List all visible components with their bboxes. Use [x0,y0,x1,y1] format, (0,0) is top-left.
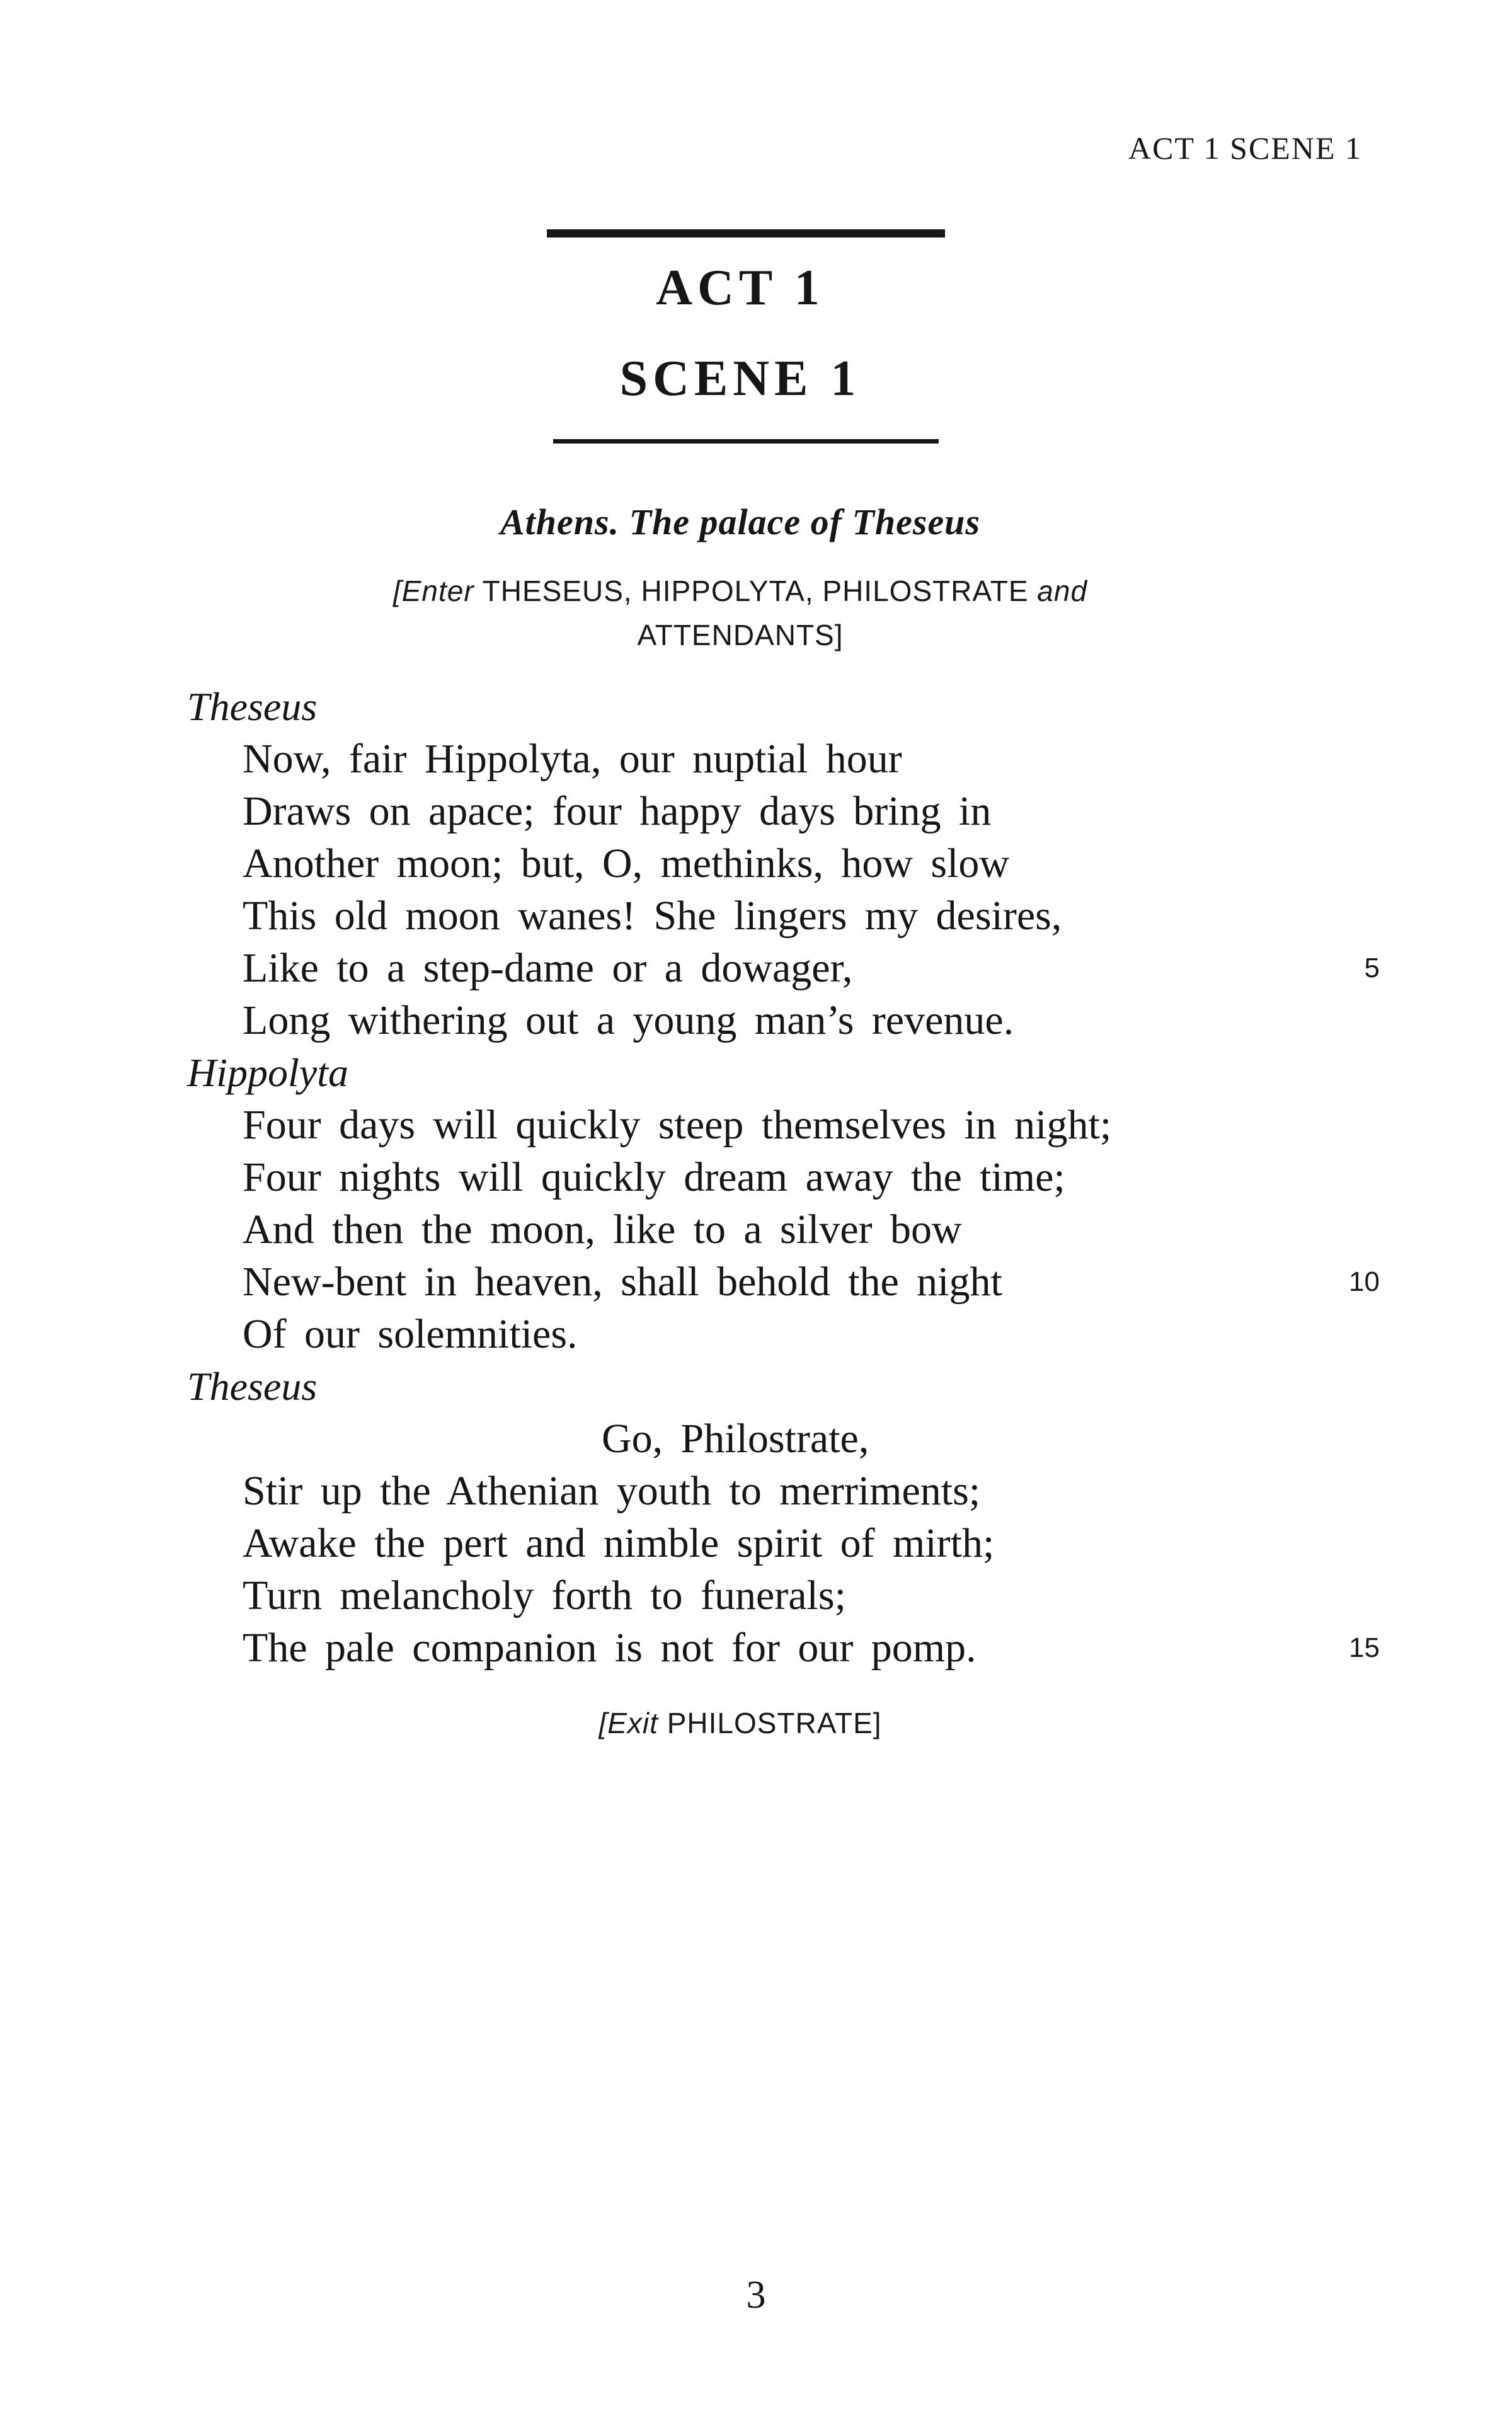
enter-and: and [1037,575,1088,607]
scene-heading: SCENE 1 [619,351,861,406]
speaker-name-text: Theseus [187,684,318,729]
verse-line [0,1308,1512,1360]
speaker-name-text: Theseus [187,1364,318,1409]
verse-line-text: This old moon wanes! She lingers my desires, [243,893,1062,939]
verse-line [0,1622,1512,1674]
title-rule-top [547,229,945,238]
line-number: 15 [1349,1632,1380,1663]
verse-line [0,1465,1512,1517]
enter-stage-direction [180,569,1301,657]
act-heading: ACT 1 [656,260,825,316]
speaker-name-text: Hippolyta [187,1050,348,1095]
verse-line-text: Now, fair Hippolyta, our nuptial hour [243,736,902,782]
verse-line [0,837,1512,890]
title-rule-bottom [553,439,939,444]
verse-line-text: Of our solemnities. [243,1311,578,1357]
exit-stage-direction [180,1701,1301,1745]
exit-name: PHILOSTRATE] [667,1707,882,1739]
speaker-label [0,1360,1512,1412]
verse-line-text: Four days will quickly steep themselves in night; [243,1102,1112,1148]
verse-line [0,1412,1512,1465]
verse-line-text: New-bent in heaven, shall behold the night [243,1259,1002,1305]
verse-line [0,785,1512,837]
verse-line-text: Turn melancholy forth to funerals; [243,1572,846,1618]
exit-bracket: [Exit [598,1707,658,1739]
line-number: 5 [1364,953,1380,983]
speaker-label [0,680,1512,733]
verse-line [0,1151,1512,1203]
dialogue [0,680,1512,1674]
verse-line-text: And then the moon, like to a silver bow [243,1206,962,1252]
running-header: ACT 1 SCENE 1 [1128,130,1362,166]
verse-line-text: Like to a step-dame or a dowager, [243,945,853,991]
verse-line [0,1517,1512,1569]
enter-names-second-line: ATTENDANTS] [637,619,844,651]
verse-line-text: Long withering out a young man’s revenue. [243,997,1014,1043]
verse-line [0,1256,1512,1308]
verse-line [0,994,1512,1046]
location-line: Athens. The palace of Theseus [500,501,981,542]
verse-line-text: Awake the pert and nimble spirit of mirth; [243,1520,995,1566]
verse-line [0,890,1512,942]
verse-line [0,1203,1512,1256]
verse-line-text: Stir up the Athenian youth to merriments; [243,1468,981,1514]
verse-line [0,733,1512,785]
verse-line [0,1099,1512,1151]
verse-line-text: The pale companion is not for our pomp. [243,1625,976,1671]
page-number: 3 [746,2274,766,2317]
verse-line [0,942,1512,994]
verse-line-text: Another moon; but, O, methinks, how slow [243,840,1010,886]
enter-bracket: [Enter [392,575,474,607]
line-number: 10 [1349,1266,1380,1297]
verse-line-text: Draws on apace; four happy days bring in [243,788,992,834]
verse-line [0,1569,1512,1622]
enter-names: THESEUS, HIPPOLYTA, PHILOSTRATE [482,575,1029,607]
verse-line-text: Go, Philostrate, [602,1416,869,1462]
speaker-label [0,1046,1512,1099]
verse-line-text: Four nights will quickly dream away the time; [243,1154,1065,1200]
